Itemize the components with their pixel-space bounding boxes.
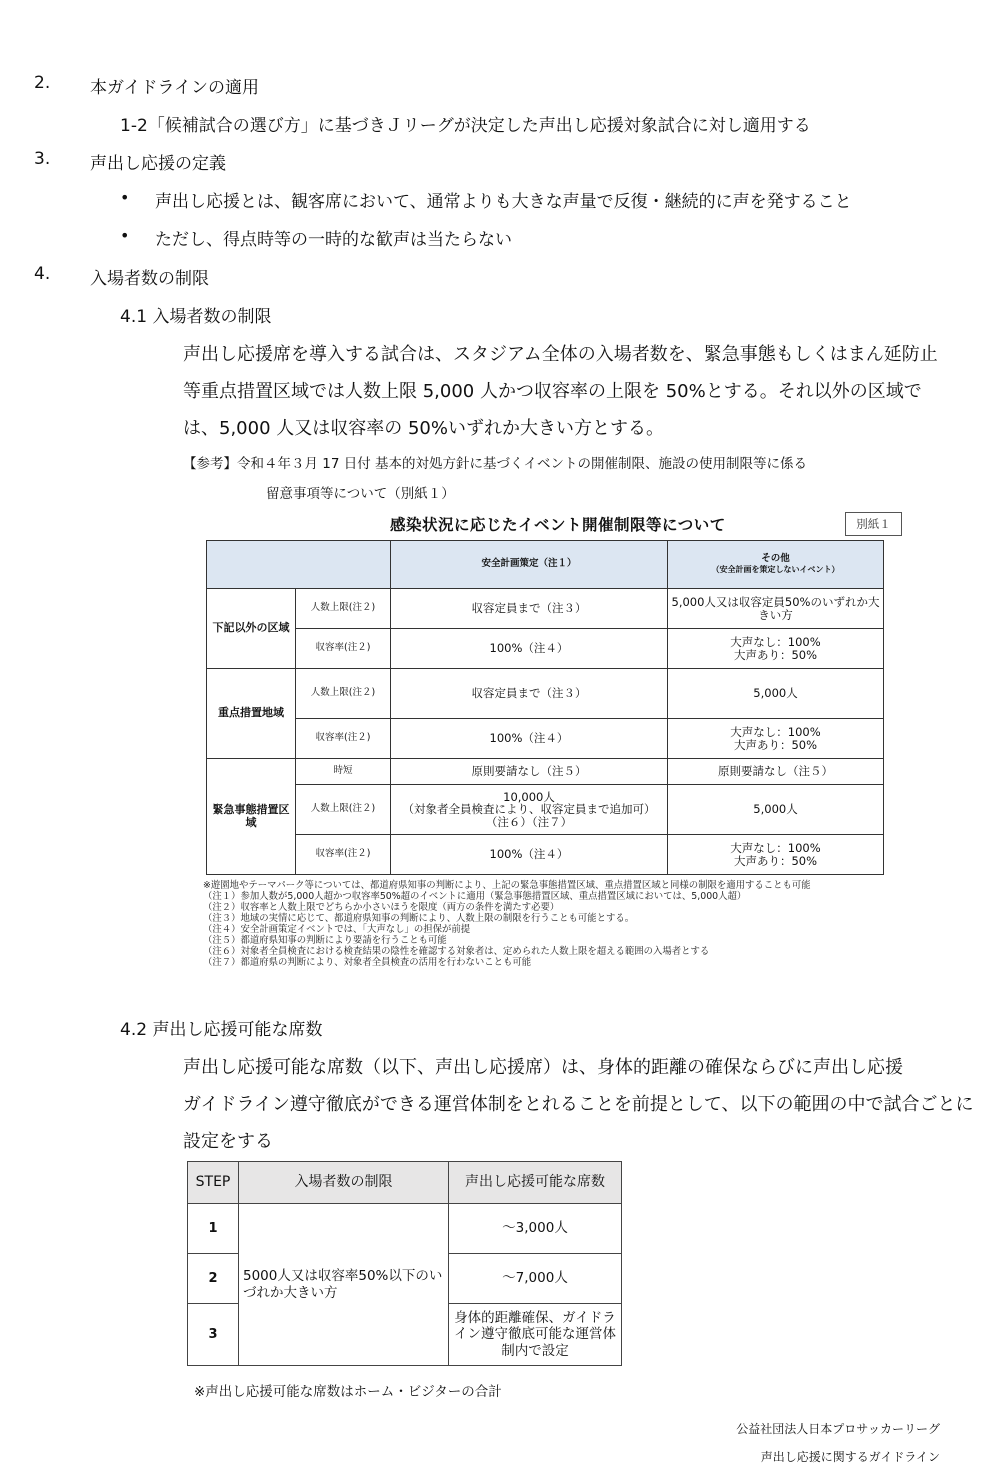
footer-organization: 公益社団法人日本プロサッカーリーグ bbox=[736, 1422, 940, 1436]
subsection-4-1-line-2: 等重点措置区域では人数上限 5,000 人かつ収容率の上限を 50%とする。それ以外の区域で bbox=[183, 381, 922, 402]
section-3-title: 声出し応援の定義 bbox=[90, 154, 226, 174]
area-priority-measures: 重点措置地域 bbox=[207, 669, 296, 759]
step-limit: 5000人又は収容率50%以下のいづれか大きい方 bbox=[239, 1204, 449, 1366]
section-4-number: 4. bbox=[34, 264, 51, 284]
section-3-bullet-2: ただし、得点時等の一時的な歓声は当たらない bbox=[155, 230, 512, 250]
note-line: （注３）地域の実情に応じて、都道府県知事の判断により、人数上限の制限を行うことも可能とする。 bbox=[203, 913, 635, 924]
row-label-cap: 人数上限(注２) bbox=[296, 589, 391, 629]
subsection-4-2-line-1: 声出し応援可能な席数（以下、声出し応援席）は、身体的距離の確保ならびに声出し応援 bbox=[183, 1057, 903, 1078]
note-line: ※遊園地やテーマパーク等については、都道府県知事の判断により、上記の緊急事態措置区域、重点措置区域と同様の制限を適用することも可能 bbox=[203, 880, 811, 891]
header-safety-plan: 安全計画策定（注１） bbox=[391, 541, 668, 589]
rate-loud: 大声あり：50% bbox=[733, 737, 818, 752]
rate-no-loud: 大声なし：100% bbox=[730, 725, 821, 740]
row-label-cap: 人数上限(注２) bbox=[296, 669, 391, 719]
em-cap-line-1: 10,000人 bbox=[503, 790, 555, 805]
cell-other-short: 原則要請なし（注５） bbox=[668, 759, 884, 785]
header-other bbox=[668, 541, 884, 589]
step-number: 2 bbox=[188, 1254, 239, 1304]
cell-other-rate bbox=[668, 835, 884, 875]
rate-no-loud: 大声なし：100% bbox=[730, 635, 821, 650]
step-header-step: STEP bbox=[188, 1162, 239, 1204]
header-other-label: その他 bbox=[761, 553, 790, 565]
step-table bbox=[187, 1161, 622, 1366]
cell-other-cap: 5,000人 bbox=[668, 669, 884, 719]
rate-loud: 大声あり：50% bbox=[733, 647, 818, 662]
header-other-sub: （安全計画を策定しないイベント） bbox=[711, 565, 840, 575]
step-table-note: ※声出し応援可能な席数はホーム・ビジターの合計 bbox=[194, 1384, 502, 1400]
step-number: 3 bbox=[188, 1304, 239, 1366]
row-label-rate: 収容率(注２) bbox=[296, 719, 391, 759]
note-line: （注２）収容率と人数上限でどちらか小さいほうを限度（両方の条件を満たす必要） bbox=[203, 902, 560, 913]
bullet-dot-icon: • bbox=[120, 188, 130, 207]
row-label-rate: 収容率(注２) bbox=[296, 835, 391, 875]
step-number: 1 bbox=[188, 1204, 239, 1254]
cell-plan-cap: 収容定員まで（注３） bbox=[391, 669, 668, 719]
reference-line-1: 【参考】令和４年３月 17 日付 基本的対処方針に基づくイベントの開催制限、施設の使用制限等に係る bbox=[183, 456, 808, 472]
note-line: （注５）都道府県知事の判断により要請を行うことも可能 bbox=[203, 935, 447, 946]
subsection-4-1-line-3: は、5,000 人又は収容率の 50%いずれか大きい方とする。 bbox=[183, 418, 664, 439]
note-line: （注６）対象者全員検査における検査結果の陰性を確認する対象者は、定められた人数上限を超える範囲の入場者とする bbox=[203, 946, 710, 957]
rate-loud: 大声あり：50% bbox=[733, 853, 818, 868]
cell-plan-rate: 100%（注４） bbox=[391, 629, 668, 669]
area-other-regions: 下記以外の区域 bbox=[207, 589, 296, 669]
row-label-cap: 人数上限(注２) bbox=[296, 785, 391, 835]
note-line: （注４）安全計画策定イベントでは、「大声なし」の担保が前提 bbox=[203, 924, 471, 935]
cell-other-rate bbox=[668, 719, 884, 759]
note-line: （注１）参加人数が5,000人超かつ収容率50%超のイベントに適用（緊急事態措置区域、重点措置区域においては、5,000人超） bbox=[203, 891, 747, 902]
em-cap-line-3: （注６）（注７） bbox=[485, 814, 573, 829]
section-3-bullet-1: 声出し応援とは、観客席において、通常よりも大きな声量で反復・継続的に声を発すること bbox=[155, 192, 852, 212]
attachment-badge: 別紙１ bbox=[845, 512, 902, 536]
subsection-4-1-title: 4.1 入場者数の制限 bbox=[120, 307, 272, 327]
event-restriction-table bbox=[206, 540, 884, 875]
subsection-4-2-line-3: 設定をする bbox=[183, 1131, 273, 1152]
footer-document-title: 声出し応援に関するガイドライン bbox=[760, 1450, 940, 1464]
section-3-number: 3. bbox=[34, 149, 51, 169]
row-label-rate: 収容率(注２) bbox=[296, 629, 391, 669]
subsection-4-2-title: 4.2 声出し応援可能な席数 bbox=[120, 1020, 323, 1040]
reference-line-2: 留意事項等について（別紙１） bbox=[266, 486, 455, 502]
table-corner bbox=[207, 541, 391, 589]
rate-no-loud: 大声なし：100% bbox=[730, 841, 821, 856]
bullet-dot-icon: • bbox=[120, 226, 130, 245]
cell-plan-cap: 収容定員まで（注３） bbox=[391, 589, 668, 629]
row-label-short-hours: 時短 bbox=[296, 759, 391, 785]
reference-notes bbox=[203, 880, 811, 968]
step-header-limit: 入場者数の制限 bbox=[239, 1162, 449, 1204]
note-line: （注７）都道府県の判断により、対象者全員検査の活用を行わないことも可能 bbox=[203, 957, 532, 968]
step-seats: 〜7,000人 bbox=[449, 1254, 622, 1304]
cell-other-cap: 5,000人 bbox=[668, 785, 884, 835]
step-seats: 〜3,000人 bbox=[449, 1204, 622, 1254]
cell-plan-short: 原則要請なし（注５） bbox=[391, 759, 668, 785]
cell-other-rate bbox=[668, 629, 884, 669]
cell-other-cap: 5,000人又は収容定員50%のいずれか大きい方 bbox=[668, 589, 884, 629]
section-2-number: 2. bbox=[34, 73, 51, 93]
subsection-4-2-line-2: ガイドライン遵守徹底ができる運営体制をとれることを前提として、以下の範囲の中で試合ごとに bbox=[183, 1094, 974, 1115]
em-cap-line-2: （対象者全員検査により、収容定員まで追加可） bbox=[402, 802, 656, 817]
step-seats: 身体的距離確保、ガイドライン遵守徹底可能な運営体制内で設定 bbox=[449, 1304, 622, 1366]
cell-plan-rate: 100%（注４） bbox=[391, 719, 668, 759]
step-header-seats: 声出し応援可能な席数 bbox=[449, 1162, 622, 1204]
reference-table-title: 感染状況に応じたイベント開催制限等について bbox=[390, 516, 726, 534]
area-emergency-measures: 緊急事態措置区域 bbox=[207, 759, 296, 875]
section-4-title: 入場者数の制限 bbox=[90, 269, 209, 289]
cell-plan-cap-emergency bbox=[391, 785, 668, 835]
section-2-body: 1-2「候補試合の選び方」に基づきＪリーグが決定した声出し応援対象試合に対し適用する bbox=[120, 116, 811, 136]
section-2-title: 本ガイドラインの適用 bbox=[90, 78, 259, 98]
cell-plan-rate: 100%（注４） bbox=[391, 835, 668, 875]
subsection-4-1-line-1: 声出し応援席を導入する試合は、スタジアム全体の入場者数を、緊急事態もしくはまん延防止 bbox=[183, 344, 938, 365]
